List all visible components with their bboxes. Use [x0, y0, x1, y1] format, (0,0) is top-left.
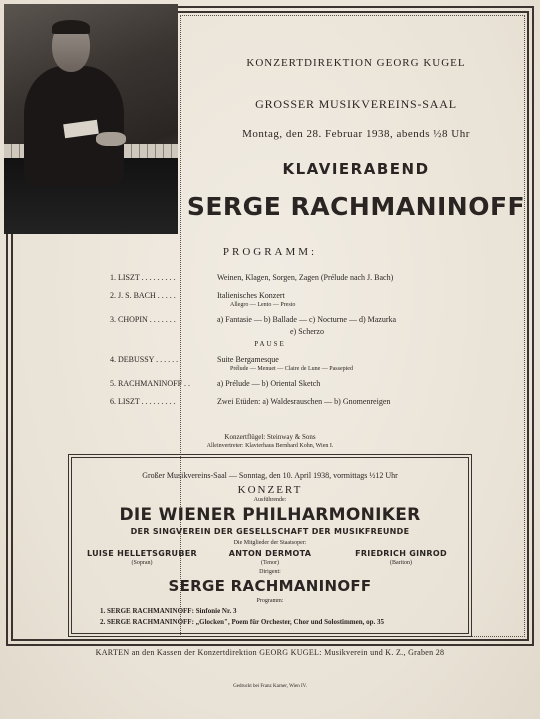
soloist-voice: (Bariton) [390, 560, 412, 566]
concert-work: 2. SERGE RACHMANINOFF: „Glocken", Poem für Orchester, Chor und Solostimmen, op. 35 [100, 618, 385, 626]
concert-work: 1. SERGE RACHMANINOFF: Sinfonie Nr. 3 [100, 607, 237, 615]
orchestra-name: DIE WIENER PHILHARMONIKER [119, 505, 421, 525]
program-composer: 3. CHOPIN . . . . . . . [110, 315, 176, 324]
artist-name: SERGE RACHMANINOFF [186, 192, 526, 221]
program-composer: 2. J. S. BACH . . . . . [110, 291, 176, 300]
works-label: Programm: [256, 598, 284, 604]
program-sub: Allegro — Lento — Presto [230, 302, 296, 308]
concert-title: KONZERT [237, 484, 303, 496]
program-work: a) Fantasie — b) Ballade — c) Nocturne — d) Mazurka [217, 315, 397, 324]
piano-note: Konzertflügel: Steinway & Sons [224, 433, 316, 441]
choir-name: DER SINGVEREIN DER GESELLSCHAFT DER MUSIKFREUNDE [130, 527, 410, 536]
program-work: Zwei Etüden: a) Waldesrauschen — b) Gnomenreigen [217, 397, 391, 406]
pause-label: PAUSE [254, 340, 286, 348]
venue: GROSSER MUSIKVEREINS-SAAL [255, 97, 457, 111]
program-composer: 5. RACHMANINOFF . . [110, 379, 191, 388]
program-sub: e) Scherzo [290, 327, 324, 336]
event-title: KLAVIERABEND [282, 160, 430, 178]
program-composer: 4. DEBUSSY . . . . . . [110, 355, 179, 364]
agent-note: Alleinvertreter: Klavierhaus Bernhard Kohn, Wien I. [206, 443, 334, 449]
program-work: Suite Bergamesque [217, 355, 279, 364]
opera-members: Die Mitglieder der Staatsoper: [233, 540, 307, 546]
conductor-label: Dirigent: [259, 569, 281, 575]
program-composer: 1. LISZT . . . . . . . . . [110, 273, 176, 282]
program-heading: PROGRAMM: [222, 246, 318, 258]
program-work: Weinen, Klagen, Sorgen, Zagen (Prélude nach J. Bach) [217, 273, 394, 282]
pianist-photo [4, 4, 178, 234]
program-composer: 6. LISZT . . . . . . . . . [110, 397, 176, 406]
soloist-voice: (Sopran) [131, 560, 153, 566]
concert-line: Großer Musikvereins-Saal — Sonntag, den 10. April 1938, vormittags ½12 Uhr [142, 471, 398, 480]
program-work: Italienisches Konzert [217, 291, 285, 300]
program-sub: Prélude — Menuet — Claire de Lune — Passepied [230, 366, 353, 372]
soloist-voice: (Tenor) [261, 560, 279, 566]
soloist-name: FRIEDRICH GINROD [355, 549, 447, 558]
soloist-name: LUISE HELLETSGRUBER [87, 549, 197, 558]
soloist-name: ANTON DERMOTA [228, 549, 312, 558]
tickets-line: KARTEN an den Kassen der Konzertdirektion GEORG KUGEL: Musikverein und K. Z., Graben 28 [95, 648, 445, 657]
program-work: a) Prélude — b) Oriental Sketch [217, 379, 321, 388]
agency-name: KONZERTDIREKTION GEORG KUGEL [246, 57, 466, 69]
date-line: Montag, den 28. Februar 1938, abends ½8 Uhr [242, 128, 470, 140]
conductor-name: SERGE RACHMANINOFF [168, 577, 372, 595]
performers-label: Ausführende: [253, 497, 287, 503]
printer-line: Gedruckt bei Franz Karner, Wien IV. [233, 684, 307, 689]
